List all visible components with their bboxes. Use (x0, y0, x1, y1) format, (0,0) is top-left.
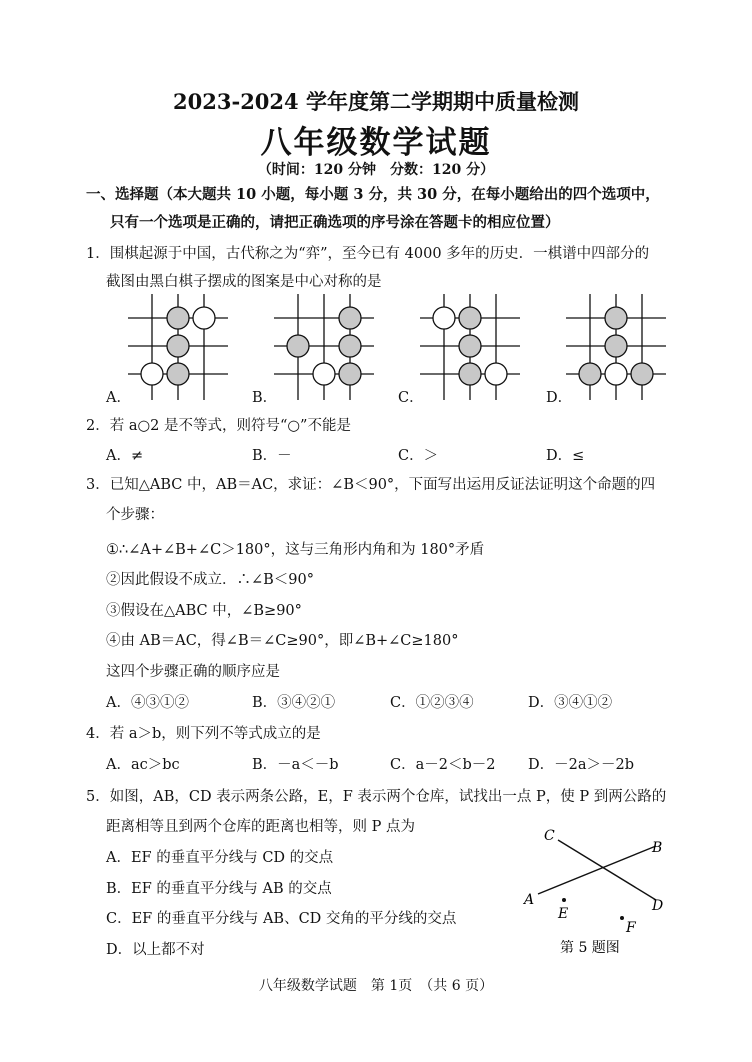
q5-figure-roads (520, 822, 680, 962)
q2-option-c: C．＞ (398, 448, 439, 464)
q5-option-c: C．EF 的垂直平分线与 AB、CD 交角的平分线的交点 (106, 911, 457, 927)
label-f: F (626, 920, 636, 936)
q3-step-2: ②因此假设不成立．∴∠B＜90° (106, 572, 315, 588)
go-board-b (274, 294, 374, 400)
exam-title-year: 2023-2024 学年度第二学期期中质量检测 (173, 89, 579, 114)
page-footer: 八年级数学试题 第 1页 （共 6 页） (258, 978, 494, 994)
q1-stem-line2: 截图由黑白棋子摆成的图案是中心对称的是 (106, 274, 382, 290)
exam-time-score: （时间：120 分钟 分数：120 分） (257, 162, 495, 178)
q3-step-4: ④由 AB＝AC，得∠B＝∠C≥90°，即∠B+∠C≥180° (106, 633, 459, 649)
go-board-d (566, 294, 666, 400)
q4-option-a: A．ac＞bc (106, 757, 180, 773)
q4-option-d: D．－2a＞－2b (528, 757, 635, 773)
point-e (562, 898, 566, 902)
go-board-a (128, 294, 228, 400)
q5-stem-line1: 5．如图，AB，CD 表示两条公路，E，F 表示两个仓库，试找出一点 P，使 P 到两公路的 (86, 789, 667, 805)
q3-step-1: ①∴∠A+∠B+∠C＞180°，这与三角形内角和为 180°矛盾 (106, 542, 485, 558)
q4-stem: 4．若 a＞b，则下列不等式成立的是 (86, 726, 321, 742)
q1-stem-line1: 1．围棋起源于中国，古代称之为“弈”，至今已有 4000 多年的历史．一棋谱中四部分的 (86, 246, 650, 262)
q5-option-d: D．以上都不对 (106, 942, 205, 958)
q3-option-d: D．③④①② (528, 695, 613, 711)
go-board-c (420, 294, 520, 400)
section1-heading-line2: 只有一个选项是正确的，请把正确选项的序号涂在答题卡的相应位置） (110, 214, 560, 231)
q3-ask: 这四个步骤正确的顺序应是 (106, 664, 280, 680)
q5-option-a: A．EF 的垂直平分线与 CD 的交点 (106, 850, 334, 866)
q1-option-c: C． (398, 390, 424, 406)
q2-stem: 2．若 a○2 是不等式，则符号“○”不能是 (86, 418, 351, 434)
q5-stem-line2: 距离相等且到两个仓库的距离也相等，则 P 点为 (106, 819, 415, 835)
point-f (620, 916, 624, 920)
q3-stem-line1: 3．已知△ABC 中，AB＝AC，求证：∠B＜90°，下面写出运用反证法证明这个命题的四 (86, 477, 656, 493)
q4-option-c: C．a－2＜b－2 (390, 757, 496, 773)
label-e: E (558, 906, 569, 922)
q3-step-3: ③假设在△ABC 中，∠B≥90° (106, 603, 302, 619)
section1-heading-line1: 一、选择题（本大题共 10 小题，每小题 3 分，共 30 分，在每小题给出的四个选项中， (86, 186, 660, 203)
label-d: D (652, 898, 664, 914)
q5-option-b: B．EF 的垂直平分线与 AB 的交点 (106, 881, 332, 897)
q3-option-c: C．①②③④ (390, 695, 474, 711)
figure-caption: 第 5 题图 (560, 940, 620, 956)
q2-option-d: D．≤ (546, 448, 585, 464)
label-a: A (524, 892, 535, 908)
q4-option-b: B．－a＜－b (252, 757, 339, 773)
label-b: B (652, 840, 663, 856)
q1-go-boards (100, 294, 680, 404)
q2-option-a: A．≠ (106, 448, 144, 464)
q3-option-a: A．④③①② (106, 695, 189, 711)
exam-title-subject: 八年级数学试题 (260, 125, 492, 161)
label-c: C (544, 828, 555, 844)
q1-option-a: A． (106, 390, 131, 406)
q3-option-b: B．③④②① (252, 695, 336, 711)
road-cd (558, 840, 656, 900)
q1-option-b: B． (252, 390, 278, 406)
q2-option-b: B．－ (252, 448, 292, 464)
q3-stem-line2: 个步骤： (106, 507, 164, 523)
q1-option-d: D． (546, 390, 573, 406)
road-ab (538, 846, 656, 894)
